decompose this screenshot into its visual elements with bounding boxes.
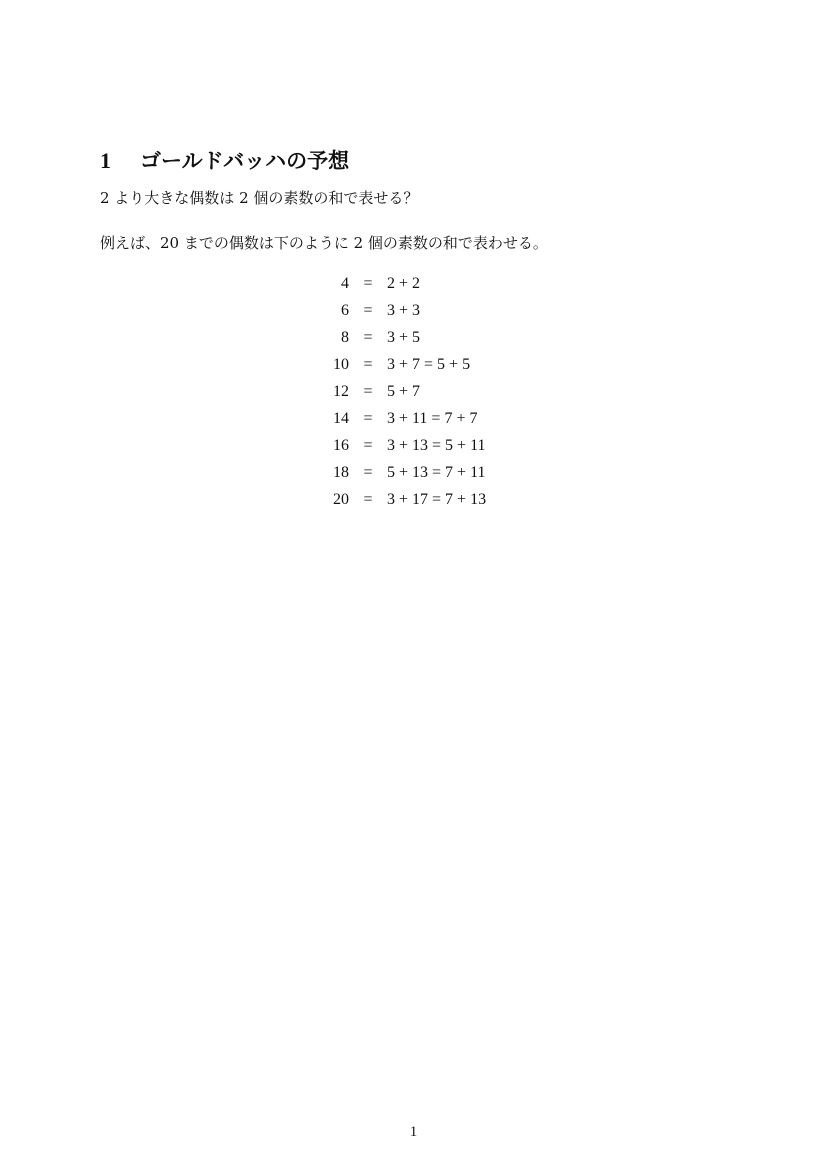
equation-row — [300, 324, 540, 351]
equation-array — [300, 270, 540, 513]
equation-row — [300, 405, 540, 432]
equals-sign: = — [363, 436, 373, 454]
equation-lhs: 10 — [333, 355, 349, 373]
example-paragraph: 例えば、20 までの偶数は下のように 2 個の素数の和で表わせる。 — [100, 234, 548, 252]
equation-rhs: 3 + 7 = 5 + 5 — [387, 355, 471, 373]
equals-sign: = — [363, 328, 373, 346]
equation-rhs: 5 + 13 = 7 + 11 — [387, 463, 486, 481]
equals-sign: = — [363, 301, 373, 319]
equation-rhs: 5 + 7 — [387, 382, 421, 400]
equation-lhs: 16 — [333, 436, 349, 454]
equation-lhs: 8 — [341, 328, 349, 346]
section-heading — [100, 146, 349, 176]
equals-sign: = — [363, 490, 373, 508]
equation-rhs: 3 + 17 = 7 + 13 — [387, 490, 487, 508]
equation-lhs: 6 — [341, 301, 349, 319]
section-title: ゴールドバッハの予想 — [140, 149, 350, 173]
page-number: 1 — [409, 1124, 418, 1140]
equation-rhs: 3 + 11 = 7 + 7 — [387, 409, 478, 427]
equals-sign: = — [363, 274, 373, 292]
equation-lhs: 18 — [333, 463, 349, 481]
equals-sign: = — [363, 463, 373, 481]
equation-row — [300, 351, 540, 378]
equation-rhs: 3 + 5 — [387, 328, 421, 346]
section-number: 1 — [100, 148, 111, 173]
equation-row — [300, 486, 540, 513]
equation-row — [300, 432, 540, 459]
equals-sign: = — [363, 355, 373, 373]
equation-lhs: 4 — [341, 274, 349, 292]
equation-rhs: 3 + 13 = 5 + 11 — [387, 436, 486, 454]
equals-sign: = — [363, 382, 373, 400]
equation-row — [300, 270, 540, 297]
equation-lhs: 14 — [333, 409, 349, 427]
equation-lhs: 12 — [333, 382, 349, 400]
equation-rhs: 2 + 2 — [387, 274, 421, 292]
equation-row — [300, 297, 540, 324]
equation-lhs: 20 — [333, 490, 349, 508]
equation-row — [300, 459, 540, 486]
equation-rhs: 3 + 3 — [387, 301, 421, 319]
question-paragraph: 2 より大きな偶数は 2 個の素数の和で表せる？ — [100, 189, 419, 207]
equation-row — [300, 378, 540, 405]
equals-sign: = — [363, 409, 373, 427]
